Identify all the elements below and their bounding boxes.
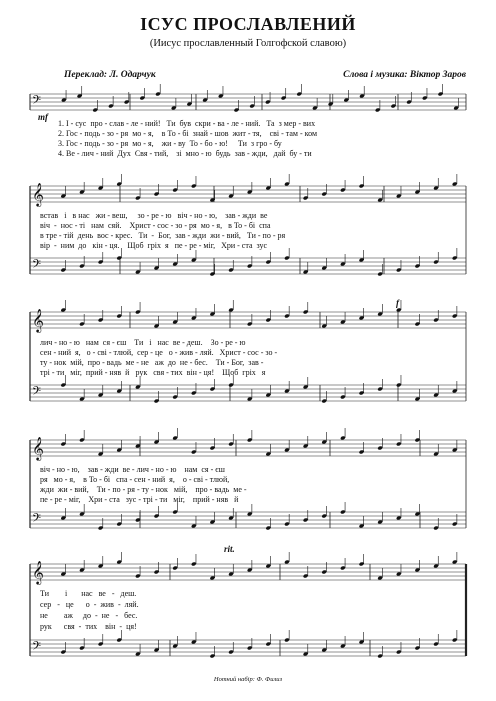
dynamic-f: f — [396, 298, 399, 308]
treble-clef-icon: 𝄞 — [32, 560, 44, 584]
verse-line: 1. І - сус про - слав - ле - ний! Ти був скри - ва - ле - ний. Та з мер - вих — [58, 119, 316, 128]
bass-clef-icon: 𝄢 — [32, 385, 42, 401]
treble-clef-icon: 𝄞 — [32, 182, 44, 206]
verse-line: ря мо - я, в То - бі спа - сен - ний я, о - сві - тлюй, — [40, 475, 230, 484]
verse-line: сер - це о - жив - ляй. — [40, 600, 139, 609]
verse-line: сен - ний я, о - сві - тлюй, сер - це о - жив - ляй. Христ - сос - зо - — [40, 348, 278, 357]
verse-line: 3. Гос - подь - зо - ря мо - я, жи - ву То - бо - ю! Ти з гро - бу — [58, 139, 282, 148]
bass-clef-icon: 𝄢 — [32, 512, 42, 528]
verse-line: лич - но - ю нам ся - єш Ти і нас ве - деш. Зо - ре - ю — [40, 338, 246, 347]
verse-line: рук свя - тих він - ця! — [40, 622, 137, 631]
verse-line: встав і в нас жи - веш, зо - ре - ю віч - но - ю, зав - жди ве — [40, 211, 268, 220]
verse-line: пе - ре - міг, Хри - ста зус - трі - ти міг, прий - няв й — [40, 495, 239, 504]
composer-credit: Слова і музика: Віктор Заров — [343, 70, 466, 80]
ritardando: rit. — [224, 544, 235, 554]
treble-clef-icon: 𝄞 — [32, 308, 44, 332]
verse-line: не аж до - не - бес. — [40, 611, 138, 620]
verse-line: 4. Ве - лич - ний Дух Свя - тий, зі мно - ю будь зав - жди, дай бу - ти — [58, 149, 312, 158]
song-subtitle: (Иисус прославленный Голгофской славою) — [149, 38, 347, 49]
verse-line: вір - ним до кін - ця. Щоб гріх я пе - ре - міг, Хри - ста зус — [40, 241, 268, 250]
verse-line: Ти і нас ве - деш. — [40, 589, 137, 598]
engraver-credit: Нотний набір: Ф. Филиз — [213, 676, 283, 683]
verse-line: жди жи - вий, Ти - по - ря - ту - нок мій, про - вадь ме - — [40, 485, 247, 494]
bass-clef-icon: 𝄢 — [32, 258, 42, 274]
dynamic-mf: mf — [38, 112, 48, 122]
verse-line: віч - нос - ті нам сяй. Христ - сос - зо - ря мо - я, в То - бі спа — [40, 221, 271, 230]
song-title: ІСУС ПРОСЛАВЛЕНИЙ — [140, 14, 356, 34]
verse-line: 2. Гос - подь - зо - ря мо - я, в То - бі знай - шов жит - тя, сві - там - ком — [58, 129, 318, 138]
verse-line: ту - нок мій, про - вадь ме - не аж до не - бес. Ти - Бог, зав - — [40, 358, 264, 367]
translator-credit: Переклад: Л. Одарчук — [64, 70, 156, 80]
bass-clef-icon: 𝄢 — [32, 640, 42, 656]
verse-line: віч - но - ю, зав - жди ве - лич - но - ю нам ся - єш — [40, 465, 225, 474]
verse-line: в тре - тій день вос - крес. Ти - Бог, зав - жди жи - вий, Ти - по - ря — [40, 231, 286, 240]
bass-clef-icon: 𝄢 — [32, 94, 42, 110]
treble-clef-icon: 𝄞 — [32, 436, 44, 460]
verse-line: трі - ти міг, прий - няв й рук свя - тих він - ця! Щоб гріх я — [40, 368, 266, 377]
